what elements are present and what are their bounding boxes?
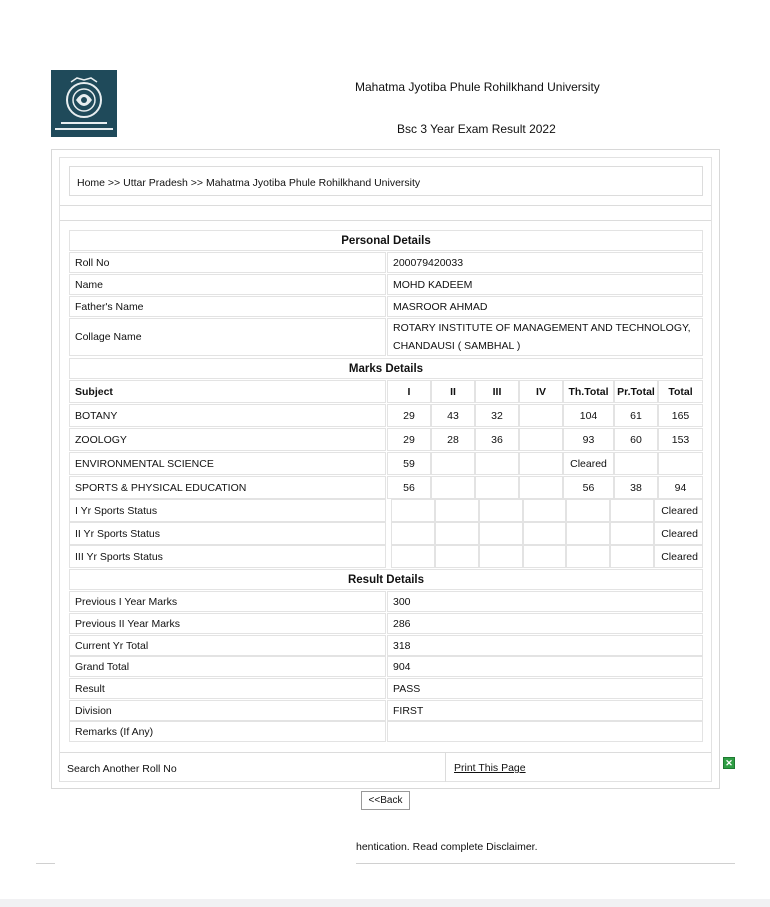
father-name-value: MASROOR AHMAD xyxy=(387,296,703,317)
col-header-paper-4: IV xyxy=(519,380,563,403)
marks-cell: 60 xyxy=(614,428,658,451)
marks-subject: I Yr Sports Status xyxy=(69,499,386,522)
marks-cell: 28 xyxy=(431,428,475,451)
remarks-label: Remarks (If Any) xyxy=(69,721,386,742)
col-header-paper-2: II xyxy=(431,380,475,403)
marks-subject: ENVIRONMENTAL SCIENCE xyxy=(69,452,386,475)
footer-actions xyxy=(60,752,711,782)
marks-cell: 94 xyxy=(658,476,703,499)
marks-cell xyxy=(523,545,566,568)
marks-cell xyxy=(475,476,519,499)
current-total-label: Current Yr Total xyxy=(69,635,386,656)
marks-cell xyxy=(479,499,523,522)
prev-year-2-label: Previous II Year Marks xyxy=(69,613,386,634)
marks-subject: III Yr Sports Status xyxy=(69,545,386,568)
university-name: Mahatma Jyotiba Phule Rohilkhand University xyxy=(355,80,600,94)
marks-cell: 32 xyxy=(475,404,519,427)
marks-cell xyxy=(519,404,563,427)
divider xyxy=(60,205,711,206)
marks-cell xyxy=(519,452,563,475)
marks-subject: SPORTS & PHYSICAL EDUCATION xyxy=(69,476,386,499)
col-header-paper-1: I xyxy=(387,380,431,403)
print-cell xyxy=(445,753,711,782)
marks-cell: 56 xyxy=(563,476,614,499)
marks-cell xyxy=(566,522,610,545)
divider xyxy=(36,863,55,864)
grand-total-value: 904 xyxy=(387,656,703,677)
col-header-total: Total xyxy=(658,380,703,403)
university-logo xyxy=(51,70,117,137)
bottom-band xyxy=(0,899,770,907)
division-value: FIRST xyxy=(387,700,703,721)
marks-cell xyxy=(610,499,654,522)
marks-subject: BOTANY xyxy=(69,404,386,427)
marks-cell: 165 xyxy=(658,404,703,427)
result-label: Result xyxy=(69,678,386,699)
marks-cell xyxy=(431,452,475,475)
marks-cell: Cleared xyxy=(654,522,703,545)
college-name-label: Collage Name xyxy=(69,318,386,356)
marks-cell: 61 xyxy=(614,404,658,427)
marks-subject: ZOOLOGY xyxy=(69,428,386,451)
marks-cell xyxy=(519,476,563,499)
college-name-value: ROTARY INSTITUTE OF MANAGEMENT AND TECHNOLOGY, CHANDAUSI ( SAMBHAL ) xyxy=(387,318,703,356)
result-details-heading: Result Details xyxy=(69,569,703,590)
prev-year-1-label: Previous I Year Marks xyxy=(69,591,386,612)
roll-no-label: Roll No xyxy=(69,252,386,273)
prev-year-2-value: 286 xyxy=(387,613,703,634)
grand-total-label: Grand Total xyxy=(69,656,386,677)
excel-icon[interactable]: ✕ xyxy=(723,757,735,769)
marks-cell xyxy=(391,522,435,545)
marks-cell: 153 xyxy=(658,428,703,451)
personal-details-heading: Personal Details xyxy=(69,230,703,251)
marks-cell xyxy=(479,522,523,545)
prev-year-1-value: 300 xyxy=(387,591,703,612)
exam-title: Bsc 3 Year Exam Result 2022 xyxy=(397,122,556,136)
marks-cell xyxy=(519,428,563,451)
marks-cell xyxy=(435,545,479,568)
name-label: Name xyxy=(69,274,386,295)
marks-cell xyxy=(475,452,519,475)
father-name-label: Father's Name xyxy=(69,296,386,317)
remarks-value xyxy=(387,721,703,742)
marks-cell xyxy=(523,499,566,522)
col-header-paper-3: III xyxy=(475,380,519,403)
marks-cell: 93 xyxy=(563,428,614,451)
marks-details-heading: Marks Details xyxy=(69,358,703,379)
marks-cell xyxy=(566,499,610,522)
marks-cell: 56 xyxy=(387,476,431,499)
marks-cell: 59 xyxy=(387,452,431,475)
divider xyxy=(356,863,735,864)
marks-cell xyxy=(523,522,566,545)
marks-cell: 38 xyxy=(614,476,658,499)
marks-cell xyxy=(435,522,479,545)
col-header-theory-total: Th.Total xyxy=(563,380,614,403)
name-value: MOHD KADEEM xyxy=(387,274,703,295)
marks-cell xyxy=(610,545,654,568)
marks-cell xyxy=(566,545,610,568)
marks-cell xyxy=(391,499,435,522)
marks-cell xyxy=(391,545,435,568)
marks-cell: Cleared xyxy=(563,452,614,475)
current-total-value: 318 xyxy=(387,635,703,656)
marks-subject: II Yr Sports Status xyxy=(69,522,386,545)
marks-cell xyxy=(431,476,475,499)
marks-cell: 29 xyxy=(387,404,431,427)
roll-no-value: 200079420033 xyxy=(387,252,703,273)
result-value: PASS xyxy=(387,678,703,699)
col-header-practical-total: Pr.Total xyxy=(614,380,658,403)
marks-cell: 36 xyxy=(475,428,519,451)
marks-cell: 29 xyxy=(387,428,431,451)
marks-cell: 104 xyxy=(563,404,614,427)
marks-cell xyxy=(658,452,703,475)
col-header-subject: Subject xyxy=(69,380,386,403)
marks-cell xyxy=(435,499,479,522)
print-page-link[interactable]: Print This Page xyxy=(454,762,526,774)
marks-cell xyxy=(479,545,523,568)
search-another-roll-link[interactable]: Search Another Roll No xyxy=(67,763,177,775)
marks-cell: Cleared xyxy=(654,545,703,568)
marks-cell xyxy=(610,522,654,545)
marks-cell xyxy=(614,452,658,475)
back-button[interactable]: <<Back xyxy=(361,791,410,810)
marks-cell: 43 xyxy=(431,404,475,427)
division-label: Division xyxy=(69,700,386,721)
divider xyxy=(60,220,711,221)
disclaimer-text: hentication. Read complete Disclaimer. xyxy=(356,841,538,853)
breadcrumb: Home >> Uttar Pradesh >> Mahatma Jyotiba Phule Rohilkhand University xyxy=(69,166,703,196)
marks-cell: Cleared xyxy=(654,499,703,522)
